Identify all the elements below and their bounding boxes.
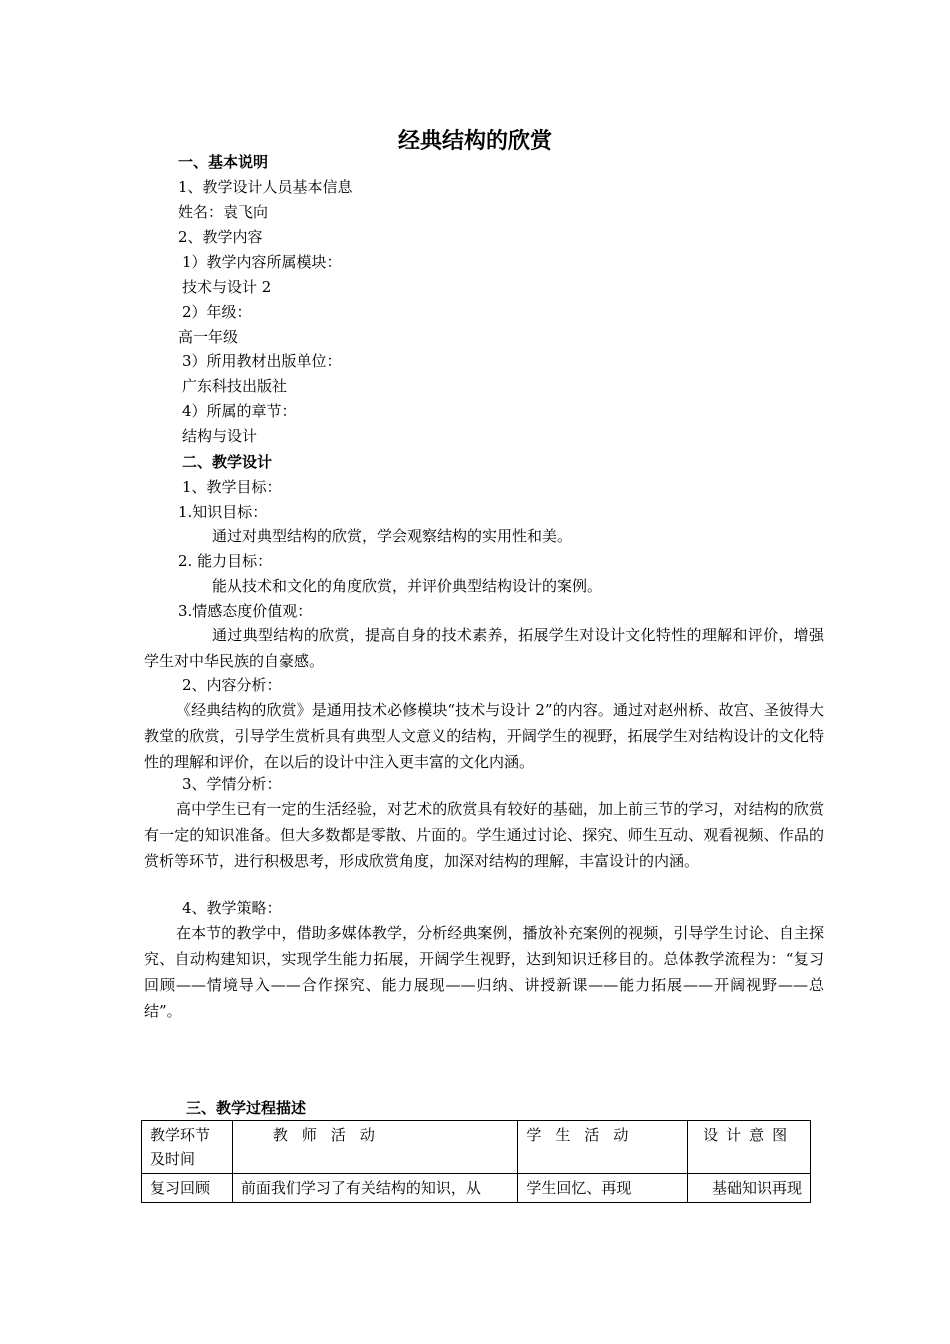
table-cell: 复习回顾 <box>142 1174 233 1203</box>
s1-q3: 3）所用教材出版单位： <box>182 352 342 370</box>
goals-heading: 1、教学目标： <box>182 478 282 496</box>
table-cell: 学生回忆、再现 <box>518 1174 688 1203</box>
s1-name: 姓名：袁飞向 <box>178 203 269 221</box>
student-analysis-text: 高中学生已有一定的生活经验，对艺术的欣赏具有较好的基础，加上前三节的学习，对结构的欣赏有一定的知识准备。但大多数都是零散、片面的。学生通过讨论、探究、师生互动、观看视频、作品的赏析等环节，进行积极思考，形成欣赏角度，加深对结构的理解，丰富设计的内涵。 <box>144 800 824 870</box>
s1-q4: 4）所属的章节： <box>182 402 297 420</box>
strategy-heading: 4、教学策略： <box>182 899 282 917</box>
header-cell-stage: 教学环节及时间 <box>142 1121 233 1174</box>
table-header-row <box>142 1121 811 1174</box>
knowledge-goal-label: 1.知识目标： <box>178 503 268 521</box>
header-cell-intent: 设计意图 <box>688 1121 811 1174</box>
table-cell: 前面我们学习了有关结构的知识，从 <box>232 1174 518 1203</box>
ability-goal-label: 2. 能力目标： <box>178 552 273 570</box>
strategy-text: 在本节的教学中，借助多媒体教学，分析经典案例，播放补充案例的视频，引导学生讨论、自主探究、自动构建知识，实现学生能力拓展，开阔学生视野，达到知识迁移目的。总体教学流程为：“复习回顾——情境导入——合作探究、能力展现——归纳、讲授新课——能力拓展——开阔视野——总结”。 <box>144 924 824 1020</box>
student-analysis-heading: 3、学情分析： <box>182 775 282 793</box>
header-cell-student: 学生活动 <box>518 1121 688 1174</box>
knowledge-goal-text: 通过对典型结构的欣赏，学会观察结构的实用性和美。 <box>212 527 573 545</box>
section1-heading: 一、基本说明 <box>178 153 269 171</box>
emotion-goal-text: 通过典型结构的欣赏，提高自身的技术素养，拓展学生对设计文化特性的理解和评价，增强学生对中华民族的自豪感。 <box>144 626 824 670</box>
document-title: 经典结构的欣赏 <box>397 129 552 154</box>
ability-goal-text: 能从技术和文化的角度欣赏，并评价典型结构设计的案例。 <box>212 577 603 595</box>
process-table <box>141 1120 811 1203</box>
s1-a2: 高一年级 <box>178 328 239 346</box>
s1-a1: 技术与设计 2 <box>182 278 272 296</box>
s1-item2: 2、教学内容 <box>178 228 263 246</box>
table-row <box>142 1174 811 1203</box>
content-analysis-heading: 2、内容分析： <box>182 676 282 694</box>
section2-heading: 二、教学设计 <box>182 453 273 471</box>
s1-a4: 结构与设计 <box>182 427 258 445</box>
s1-q2: 2）年级： <box>182 303 252 321</box>
emotion-goal-label: 3.情感态度价值观： <box>178 602 313 620</box>
s1-a3: 广东科技出版社 <box>182 377 288 395</box>
section3-heading: 三、教学过程描述 <box>186 1099 307 1117</box>
s1-item1: 1、教学设计人员基本信息 <box>178 178 353 196</box>
header-cell-teacher: 教师活动 <box>232 1121 518 1174</box>
content-analysis-text: 《经典结构的欣赏》是通用技术必修模块“技术与设计 2”的内容。通过对赵州桥、故宫、圣彼得大教堂的欣赏，引导学生赏析具有典型人文意义的结构，开阔学生的视野，拓展学生对结构设计的文化特性的理解和评价，在以后的设计中注入更丰富的文化内涵。 <box>144 701 824 771</box>
s1-q1: 1）教学内容所属模块： <box>182 253 342 271</box>
table-cell: 基础知识再现 <box>688 1174 811 1203</box>
